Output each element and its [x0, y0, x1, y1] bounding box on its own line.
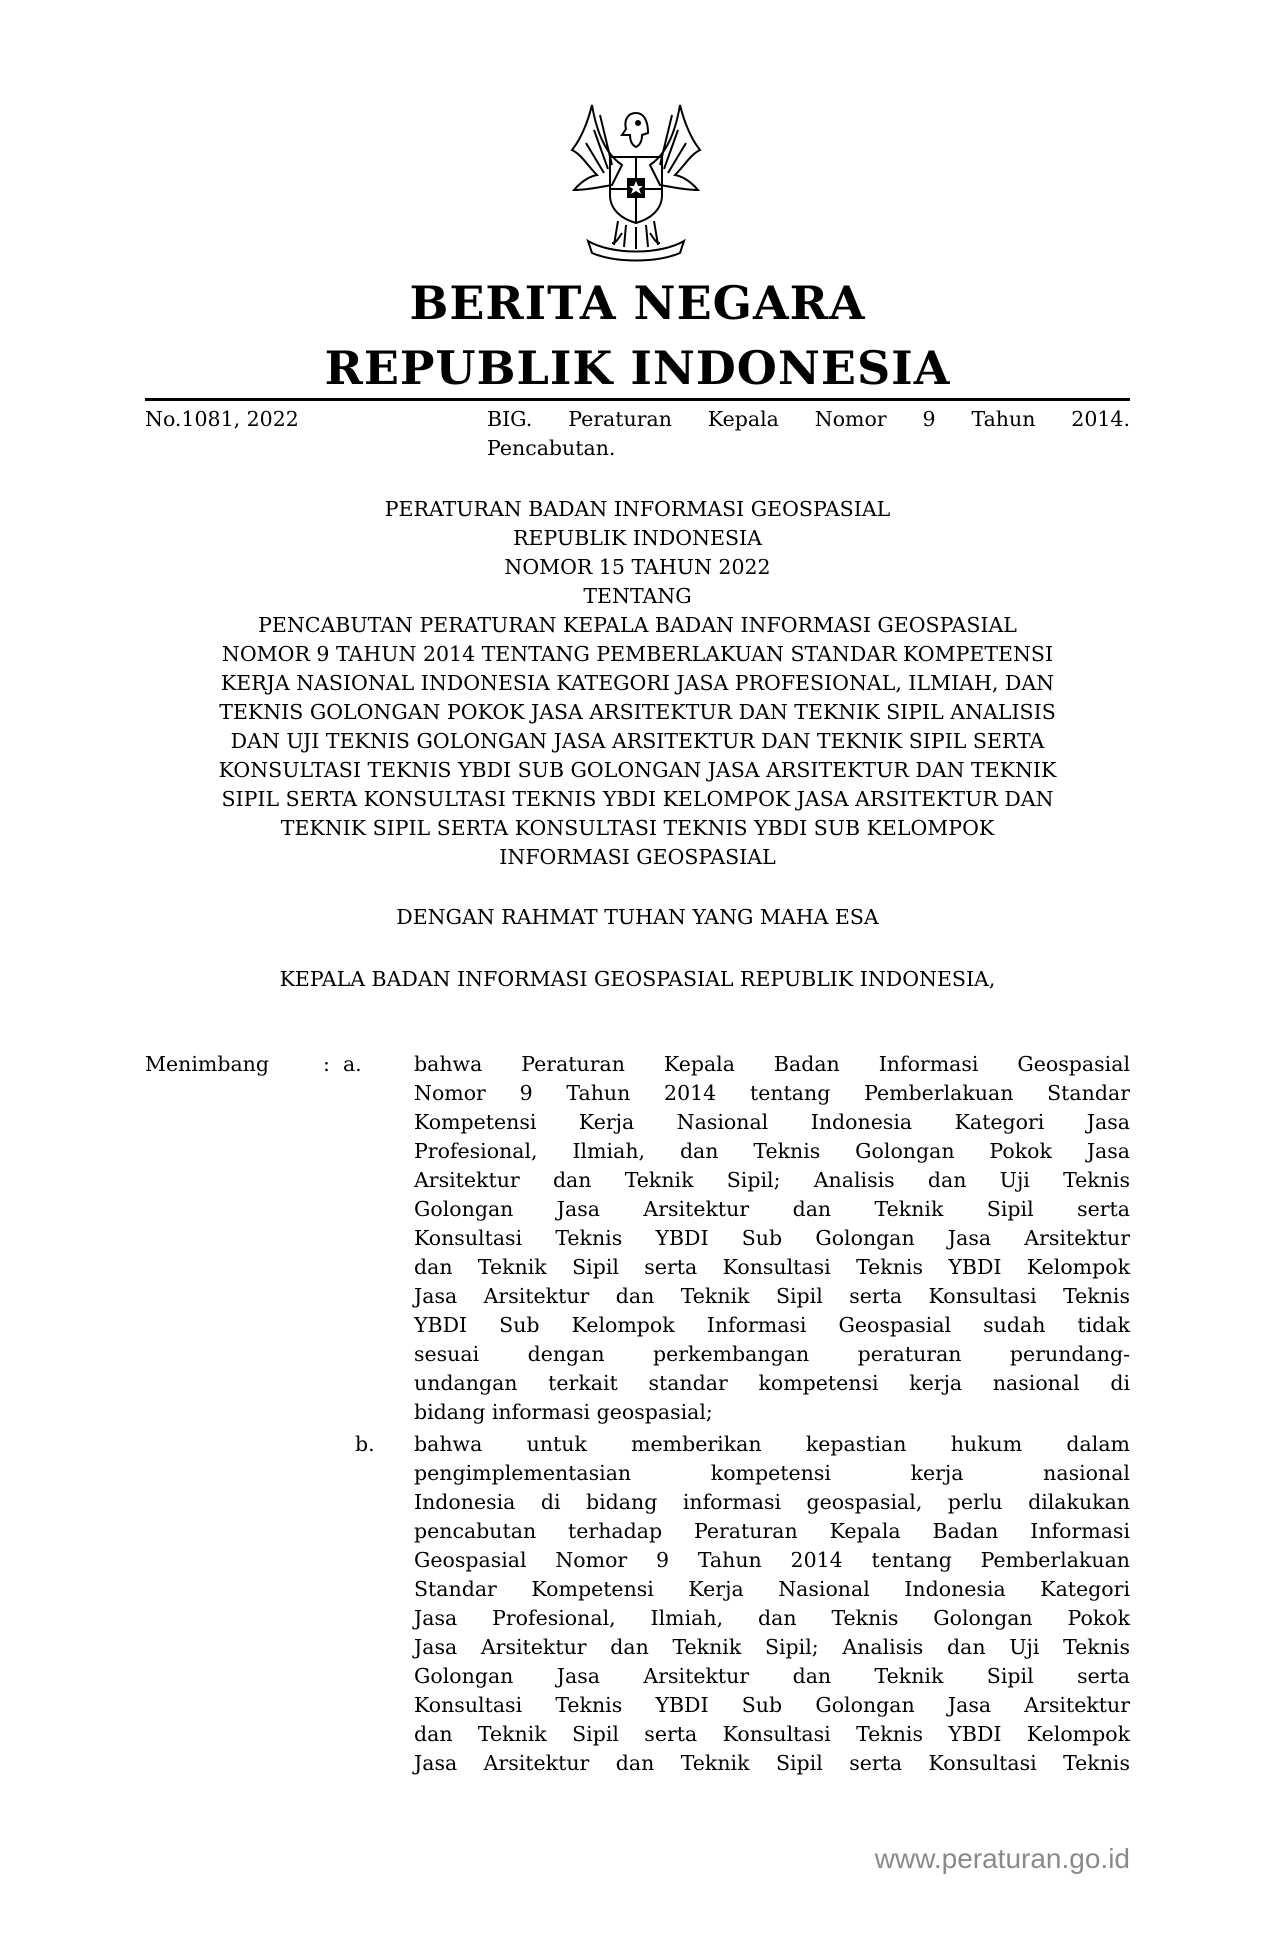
- item-b-line: bahwa untuk memberikan kepastian hukum dalam: [414, 1432, 1130, 1456]
- item-a-line: bahwa Peraturan Kepala Badan Informasi Geospasial: [414, 1052, 1130, 1076]
- title-line: INFORMASI GEOSPASIAL: [499, 845, 776, 869]
- item-b-line: pengimplementasian kompetensi kerja nasional: [414, 1461, 1130, 1485]
- item-a-line: Jasa Arsitektur dan Teknik Sipil serta Konsultasi Teknis: [414, 1284, 1130, 1308]
- garuda-emblem-icon: [552, 95, 720, 265]
- title-line: KONSULTASI TEKNIS YBDI SUB GOLONGAN JASA ARSITEKTUR DAN TEKNIK: [218, 758, 1057, 782]
- item-a-line: undangan terkait standar kompetensi kerja nasional di: [414, 1371, 1130, 1395]
- title-line: DAN UJI TEKNIS GOLONGAN JASA ARSITEKTUR DAN TEKNIK SIPIL SERTA: [230, 729, 1045, 753]
- title-line: TEKNIK SIPIL SERTA KONSULTASI TEKNIS YBDI SUB KELOMPOK: [280, 816, 995, 840]
- gazette-summary-line: Pencabutan.: [487, 436, 616, 460]
- masthead-title-line1: BERITA NEGARA: [409, 276, 866, 330]
- masthead-title-line2: REPUBLIK INDONESIA: [324, 341, 951, 395]
- item-a-line: dan Teknik Sipil serta Konsultasi Teknis YBDI Kelompok: [414, 1255, 1130, 1279]
- item-b-line: dan Teknik Sipil serta Konsultasi Teknis YBDI Kelompok: [414, 1722, 1130, 1746]
- title-line: TEKNIS GOLONGAN POKOK JASA ARSITEKTUR DAN TEKNIK SIPIL ANALISIS: [219, 700, 1056, 724]
- item-b-line: Standar Kompetensi Kerja Nasional Indonesia Kategori: [414, 1577, 1130, 1601]
- title-line: NOMOR 15 TAHUN 2022: [504, 555, 771, 579]
- item-a-line: Nomor 9 Tahun 2014 tentang Pemberlakuan Standar: [414, 1081, 1130, 1105]
- item-b-line: pencabutan terhadap Peraturan Kepala Badan Informasi: [414, 1519, 1130, 1543]
- gazette-summary: [487, 405, 1130, 463]
- title-line: PERATURAN BADAN INFORMASI GEOSPASIAL: [384, 497, 891, 521]
- item-b-line: Geospasial Nomor 9 Tahun 2014 tentang Pemberlakuan: [414, 1548, 1130, 1572]
- item-b-line: Konsultasi Teknis YBDI Sub Golongan Jasa Arsitektur: [414, 1693, 1130, 1717]
- item-b-line: Jasa Arsitektur dan Teknik Sipil; Analisis dan Uji Teknis: [414, 1635, 1130, 1659]
- title-line: KERJA NASIONAL INDONESIA KATEGORI JASA PROFESIONAL, ILMIAH, DAN: [220, 671, 1055, 695]
- item-b-line: Indonesia di bidang informasi geospasial, perlu dilakukan: [414, 1490, 1130, 1514]
- title-line: NOMOR 9 TAHUN 2014 TENTANG PEMBERLAKUAN STANDAR KOMPETENSI: [221, 642, 1054, 666]
- item-a-line: Arsitektur dan Teknik Sipil; Analisis dan Uji Teknis: [414, 1168, 1130, 1192]
- menimbang-item-a: [414, 1050, 1130, 1427]
- preamble-kepala: KEPALA BADAN INFORMASI GEOSPASIAL REPUBLIK INDONESIA,: [279, 967, 996, 991]
- title-line: PENCABUTAN PERATURAN KEPALA BADAN INFORMASI GEOSPASIAL: [258, 613, 1017, 637]
- preamble-rahmat: DENGAN RAHMAT TUHAN YANG MAHA ESA: [396, 905, 879, 929]
- item-a-line: Kompetensi Kerja Nasional Indonesia Kategori Jasa: [414, 1110, 1130, 1134]
- item-a-line: Profesional, Ilmiah, dan Teknis Golongan Pokok Jasa: [414, 1139, 1130, 1163]
- item-a-line: Golongan Jasa Arsitektur dan Teknik Sipil serta: [414, 1197, 1130, 1221]
- title-line: REPUBLIK INDONESIA: [513, 526, 762, 550]
- item-b-line: Jasa Profesional, Ilmiah, dan Teknis Golongan Pokok: [414, 1606, 1130, 1630]
- menimbang-item-a-label: : a.: [323, 1052, 362, 1076]
- gazette-number: No.1081, 2022: [145, 407, 299, 431]
- item-b-line: Golongan Jasa Arsitektur dan Teknik Sipil serta: [414, 1664, 1130, 1688]
- item-a-line: bidang informasi geospasial;: [414, 1400, 713, 1424]
- item-a-line: YBDI Sub Kelompok Informasi Geospasial sudah tidak: [414, 1313, 1130, 1337]
- title-line: SIPIL SERTA KONSULTASI TEKNIS YBDI KELOMPOK JASA ARSITEKTUR DAN: [221, 787, 1054, 811]
- masthead-divider: [145, 398, 1130, 401]
- regulation-title: [145, 495, 1130, 872]
- item-a-line: Konsultasi Teknis YBDI Sub Golongan Jasa Arsitektur: [414, 1226, 1130, 1250]
- footer-website-link[interactable]: www.peraturan.go.id: [874, 1843, 1130, 1874]
- title-line: TENTANG: [583, 584, 692, 608]
- menimbang-item-b: [414, 1430, 1130, 1778]
- item-a-line: sesuai dengan perkembangan peraturan perundang-: [414, 1342, 1130, 1366]
- menimbang-label: Menimbang: [145, 1052, 269, 1076]
- item-b-line: Jasa Arsitektur dan Teknik Sipil serta Konsultasi Teknis: [414, 1751, 1130, 1775]
- gazette-summary-line: BIG. Peraturan Kepala Nomor 9 Tahun 2014.: [487, 407, 1130, 431]
- menimbang-item-b-label: b.: [355, 1432, 375, 1456]
